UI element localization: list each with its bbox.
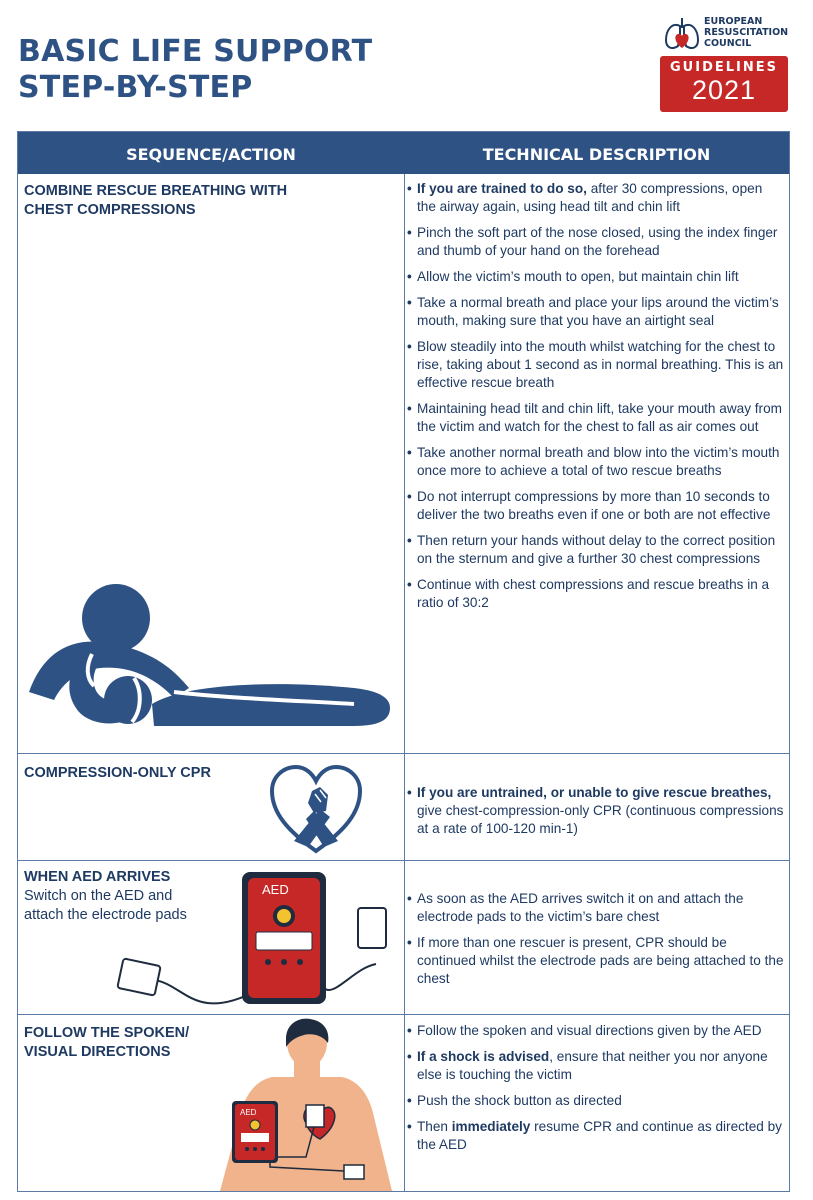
- guidelines-badge: [660, 56, 788, 112]
- table-header: [18, 132, 789, 174]
- row-divider: [18, 1014, 789, 1015]
- bls-table: [17, 131, 790, 1192]
- aed-device-illustration: [114, 872, 394, 1010]
- list-item: • Push the shock button as directed: [406, 1092, 784, 1110]
- aed-on-patient-illustration: [214, 1017, 398, 1191]
- list-item: • Pinch the soft part of the nose closed, using the index finger and thumb of your hand on the forehead: [406, 224, 784, 260]
- action-heading-line: COMPRESSION-ONLY CPR: [24, 765, 211, 781]
- org-line-1: EUROPEAN: [704, 16, 763, 27]
- list-item: • Then return your hands without delay to the correct position on the sternum and give a further 30 chest compressions: [406, 532, 784, 568]
- action-compression-only: [24, 764, 211, 783]
- org-line-3: COUNCIL: [704, 38, 752, 49]
- description-list: [406, 890, 784, 988]
- badge-label: GUIDELINES: [670, 60, 778, 75]
- list-item: • Do not interrupt compressions by more than 10 seconds to deliver the two breaths even if one or both are not effective: [406, 488, 784, 524]
- row-divider: [18, 860, 789, 861]
- list-item: • Take a normal breath and place your lips around the victim’s mouth, making sure that you have an airtight seal: [406, 294, 784, 330]
- action-text-line: attach the electrode pads: [24, 907, 187, 923]
- aed-label: AED: [262, 882, 289, 897]
- action-text-line: Switch on the AED and: [24, 888, 173, 904]
- list-item: • If a shock is advised, ensure that neither you nor anyone else is touching the victim: [406, 1048, 784, 1084]
- org-line-2: RESUSCITATION: [704, 27, 789, 38]
- action-combine-breathing: [24, 182, 287, 220]
- list-item: • If you are untrained, or unable to give rescue breathes, give chest-compression-only CPR (continuous compressions at a rate of 100-120 min-1): [406, 784, 784, 838]
- action-heading-line: VISUAL DIRECTIONS: [24, 1044, 171, 1060]
- list-item: • Continue with chest compressions and rescue breaths in a ratio of 30:2: [406, 576, 784, 612]
- title-line-1: BASIC LIFE SUPPORT: [18, 34, 373, 69]
- list-item: • Follow the spoken and visual directions given by the AED: [406, 1022, 784, 1040]
- action-heading-line: COMBINE RESCUE BREATHING WITH: [24, 183, 288, 199]
- erc-logo: [660, 14, 788, 112]
- action-heading-line: WHEN AED ARRIVES: [24, 869, 171, 885]
- hands-in-heart-icon: [268, 761, 364, 857]
- aed-label: AED: [240, 1108, 257, 1117]
- header-technical-description: TECHNICAL DESCRIPTION: [482, 145, 711, 164]
- row-divider: [18, 753, 789, 754]
- list-item: • Take another normal breath and blow into the victim’s mouth once more to achieve a total of two rescue breaths: [406, 444, 784, 480]
- list-item: • If you are trained to do so, after 30 compressions, open the airway again, using head tilt and chin lift: [406, 180, 784, 216]
- description-list: [406, 180, 784, 612]
- description-list: [406, 1022, 784, 1154]
- list-item: • If more than one rescuer is present, CPR should be continued whilst the electrode pads are being attached to the chest: [406, 934, 784, 988]
- header-sequence-action: SEQUENCE/ACTION: [126, 145, 296, 164]
- list-item: • Blow steadily into the mouth whilst watching for the chest to rise, taking about 1 second as in normal breathing. This is an effective rescue breath: [406, 338, 784, 392]
- action-follow-directions: [24, 1024, 189, 1062]
- column-divider: [404, 174, 405, 1192]
- rescuer-victim-illustration: [24, 580, 396, 730]
- action-heading-line: FOLLOW THE SPOKEN/: [24, 1025, 190, 1041]
- action-heading-line: CHEST COMPRESSIONS: [24, 202, 196, 218]
- lungs-heart-icon: [662, 14, 702, 54]
- list-item: • Maintaining head tilt and chin lift, take your mouth away from the victim and watch for the chest to fall as air comes out: [406, 400, 784, 436]
- title-line-2: STEP-BY-STEP: [18, 70, 253, 105]
- list-item: • Then immediately resume CPR and continue as directed by the AED: [406, 1118, 784, 1154]
- list-item: • Allow the victim’s mouth to open, but maintain chin lift: [406, 268, 784, 286]
- description-list: [406, 784, 784, 838]
- badge-year: 2021: [691, 75, 757, 105]
- page-title: [18, 34, 372, 106]
- org-name: [704, 16, 788, 49]
- list-item: • As soon as the AED arrives switch it on and attach the electrode pads to the victim’s bare chest: [406, 890, 784, 926]
